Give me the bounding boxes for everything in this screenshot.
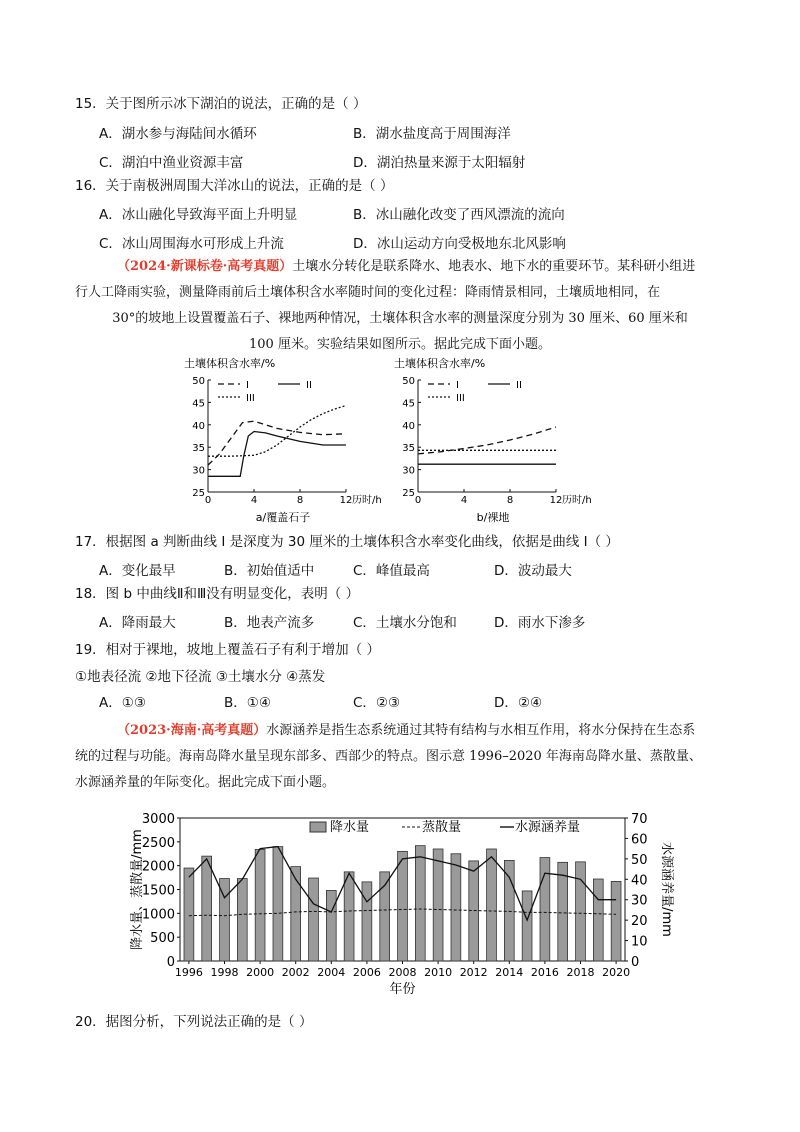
option-d[interactable]: D．冰山运动方向受极地东北风影响 xyxy=(353,236,566,252)
bar-2005 xyxy=(344,872,354,961)
y-tick-label: 35 xyxy=(402,443,415,455)
y-tick-label: 2500 xyxy=(141,835,175,851)
option-c[interactable]: C．土壤水分饱和 xyxy=(353,615,457,631)
bar-2019 xyxy=(593,879,603,961)
question-17-stem: 17．根据图 a 判断曲线 I 是深度为 30 厘米的土壤体积含水率变化曲线，依据是曲线 I（ ） xyxy=(75,534,619,550)
intro-passage-2024 xyxy=(75,254,725,358)
x-tick-label: 1996 xyxy=(174,966,203,979)
x-tick-label: 2000 xyxy=(246,966,275,979)
bar-2010 xyxy=(433,849,443,961)
y-tick-label: 30 xyxy=(192,465,205,477)
question-16-stem: 16．关于南极洲周围大洋冰山的说法，正确的是（ ） xyxy=(75,178,394,194)
bar-1997 xyxy=(202,856,212,961)
x-tick-label: 2006 xyxy=(352,966,381,979)
y2-tick-label: 50 xyxy=(631,852,648,868)
legend-label-蒸散量: 蒸散量 xyxy=(422,820,462,835)
x-tick-label: 4 xyxy=(460,495,468,506)
x-tick-label: 2008 xyxy=(388,966,417,979)
y-tick-label: 25 xyxy=(192,488,205,499)
y2-tick-label: 70 xyxy=(631,812,648,827)
y-tick-label: 0 xyxy=(166,955,175,970)
intro-line: 30°的坡地上设置覆盖石子、裸地两种情况，土壤体积含水率的测量深度分别为 30 厘米、60 厘米和 xyxy=(112,311,688,326)
chart-a-covered-stones xyxy=(182,354,382,526)
bar-2009 xyxy=(415,846,425,961)
option-c[interactable]: C．峰值最高 xyxy=(353,563,430,579)
legend-label-降水量: 降水量 xyxy=(330,820,370,835)
bar-2003 xyxy=(309,878,319,961)
y-axis-label: 土壤体积含水率/% xyxy=(394,357,486,370)
option-b[interactable]: B．湖水盐度高于周围海洋 xyxy=(353,126,511,142)
y-tick-label: 45 xyxy=(192,398,205,410)
option-a[interactable]: A．冰山融化导致海平面上升明显 xyxy=(99,207,298,223)
bar-2014 xyxy=(504,860,514,961)
chart-b-bare-land xyxy=(392,354,592,526)
legend-label-水源涵养量: 水源涵养量 xyxy=(515,820,581,835)
question-19-items: ①地表径流 ②地下径流 ③土壤水分 ④蒸发 xyxy=(75,669,326,685)
bar-2015 xyxy=(522,891,532,961)
series-line-III xyxy=(208,406,346,457)
question-18-stem: 18．图 b 中曲线Ⅱ和Ⅲ没有明显变化，表明（ ） xyxy=(75,586,360,602)
y2-tick-label: 40 xyxy=(631,873,648,889)
x-tick-label: 2016 xyxy=(530,966,559,979)
question-20-stem: 20．据图分析，下列说法正确的是（ ） xyxy=(75,1014,313,1030)
x-tick-label: 8 xyxy=(296,495,304,506)
option-b[interactable]: B．初始值适中 xyxy=(224,563,315,579)
y-tick-label: 500 xyxy=(150,931,175,947)
x-axis-label: 历时/h xyxy=(562,495,592,506)
bar-2002 xyxy=(291,867,301,961)
x-tick-label: 0 xyxy=(414,495,422,506)
bar-2004 xyxy=(326,890,336,961)
option-a[interactable]: A．变化最早 xyxy=(99,563,176,579)
bar-2000 xyxy=(255,849,265,961)
y2-axis-label: 水源涵养量/mm xyxy=(659,842,674,937)
option-d[interactable]: D．湖泊热量来源于太阳辐射 xyxy=(353,155,526,171)
bar-2018 xyxy=(576,862,586,961)
option-c[interactable]: C．②③ xyxy=(353,695,401,711)
chart-hainan-water xyxy=(125,808,690,1003)
source-tag: （2024·新课标卷·高考真题） xyxy=(117,259,293,274)
x-tick-label: 2002 xyxy=(281,966,310,979)
bar-2013 xyxy=(487,849,497,961)
series-line-I xyxy=(208,421,346,465)
intro-line: 水源涵养量的年际变化。据此完成下面小题。 xyxy=(75,775,336,790)
series-line-II xyxy=(208,432,346,477)
y-tick-label: 35 xyxy=(192,443,205,455)
y2-tick-label: 60 xyxy=(631,832,648,848)
x-axis-label: 历时/h xyxy=(352,495,382,506)
x-axis-label: 年份 xyxy=(389,982,416,997)
x-tick-label: 2010 xyxy=(424,966,453,979)
option-c[interactable]: C．湖泊中渔业资源丰富 xyxy=(99,155,244,171)
x-tick-label: 2014 xyxy=(495,966,524,979)
y-tick-label: 50 xyxy=(192,376,205,387)
y-axis-label: 降水量、蒸散量/mm xyxy=(130,829,145,950)
bar-2017 xyxy=(558,862,568,961)
y-tick-label: 50 xyxy=(402,376,415,387)
y2-tick-label: 20 xyxy=(631,914,648,930)
option-a[interactable]: A．降雨最大 xyxy=(99,615,176,631)
option-a[interactable]: A．湖水参与海陆间水循环 xyxy=(99,126,257,142)
legend-swatch-降水量 xyxy=(310,822,326,832)
x-tick-label: 8 xyxy=(506,495,514,506)
y-tick-label: 25 xyxy=(402,488,415,499)
legend-label-II: II xyxy=(516,380,522,391)
option-b[interactable]: B．地表产流多 xyxy=(224,615,315,631)
source-tag: （2023·海南·高考真题） xyxy=(117,723,267,738)
x-tick-label: 12 xyxy=(549,495,563,506)
bar-1996 xyxy=(184,868,194,961)
bar-2006 xyxy=(362,882,372,961)
y-tick-label: 40 xyxy=(402,420,415,432)
legend-label-I: I xyxy=(246,380,249,391)
legend-label-I: I xyxy=(456,380,459,391)
bar-2020 xyxy=(611,881,621,961)
y-tick-label: 40 xyxy=(192,420,205,432)
legend-label-III: III xyxy=(456,393,465,404)
intro-line: 土壤水分转化是联系降水、地表水、地下水的重要环节。某科研小组进 xyxy=(292,259,696,274)
bar-1999 xyxy=(237,879,247,961)
y-tick-label: 45 xyxy=(402,398,415,410)
bar-2008 xyxy=(398,851,408,961)
option-c[interactable]: C．冰山周围海水可形成上升流 xyxy=(99,236,284,252)
intro-line: 统的过程与功能。海南岛降水量呈现东部多、西部少的特点。图示意 1996–2020 年海南岛降水量、蒸散量、 xyxy=(75,749,702,764)
x-tick-label: 2004 xyxy=(317,966,346,979)
option-d[interactable]: D．雨水下渗多 xyxy=(494,615,586,631)
option-a[interactable]: A．①③ xyxy=(99,695,146,711)
y-axis-label: 土壤体积含水率/% xyxy=(184,357,276,370)
y2-tick-label: 10 xyxy=(631,934,648,950)
y2-tick-label: 30 xyxy=(631,893,648,909)
option-d[interactable]: D．②④ xyxy=(494,695,543,711)
x-tick-label: 1998 xyxy=(210,966,239,979)
option-b[interactable]: B．①④ xyxy=(224,695,271,711)
chart-caption: a/覆盖石子 xyxy=(255,511,311,524)
option-b[interactable]: B．冰山融化改变了西风漂流的流向 xyxy=(353,207,565,223)
y-tick-label: 2000 xyxy=(141,859,175,875)
x-tick-label: 4 xyxy=(250,495,258,506)
bar-2001 xyxy=(273,847,283,961)
x-tick-label: 0 xyxy=(204,495,212,506)
question-15-stem: 15．关于图所示冰下湖泊的说法，正确的是（ ） xyxy=(75,96,367,112)
intro-line: 行人工降雨实验，测量降雨前后土壤体积含水率随时间的变化过程：降雨情景相同，土壤质地相同，在 xyxy=(75,285,661,300)
intro-line: 100 厘米。实验结果如图所示。据此完成下面小题。 xyxy=(249,337,551,352)
y-tick-label: 30 xyxy=(402,465,415,477)
y-tick-label: 1500 xyxy=(141,883,175,899)
option-d[interactable]: D．波动最大 xyxy=(494,563,572,579)
intro-line: 水源涵养是指生态系统通过其特有结构与水相互作用，将水分保持在生态系 xyxy=(266,723,696,738)
legend-label-III: III xyxy=(246,393,255,404)
x-tick-label: 2012 xyxy=(459,966,488,979)
x-tick-label: 2018 xyxy=(566,966,595,979)
legend-label-II: II xyxy=(306,380,312,391)
chart-caption: b/裸地 xyxy=(476,511,510,524)
y-tick-label: 1000 xyxy=(141,907,175,923)
x-tick-label: 12 xyxy=(339,495,353,506)
bar-2011 xyxy=(451,854,461,961)
question-19-stem: 19．相对于裸地，坡地上覆盖石子有利于增加（ ） xyxy=(75,642,380,658)
y2-tick-label: 0 xyxy=(631,955,640,970)
x-tick-label: 2020 xyxy=(602,966,631,979)
y-tick-label: 3000 xyxy=(141,812,175,827)
intro-passage-2023 xyxy=(75,718,725,796)
